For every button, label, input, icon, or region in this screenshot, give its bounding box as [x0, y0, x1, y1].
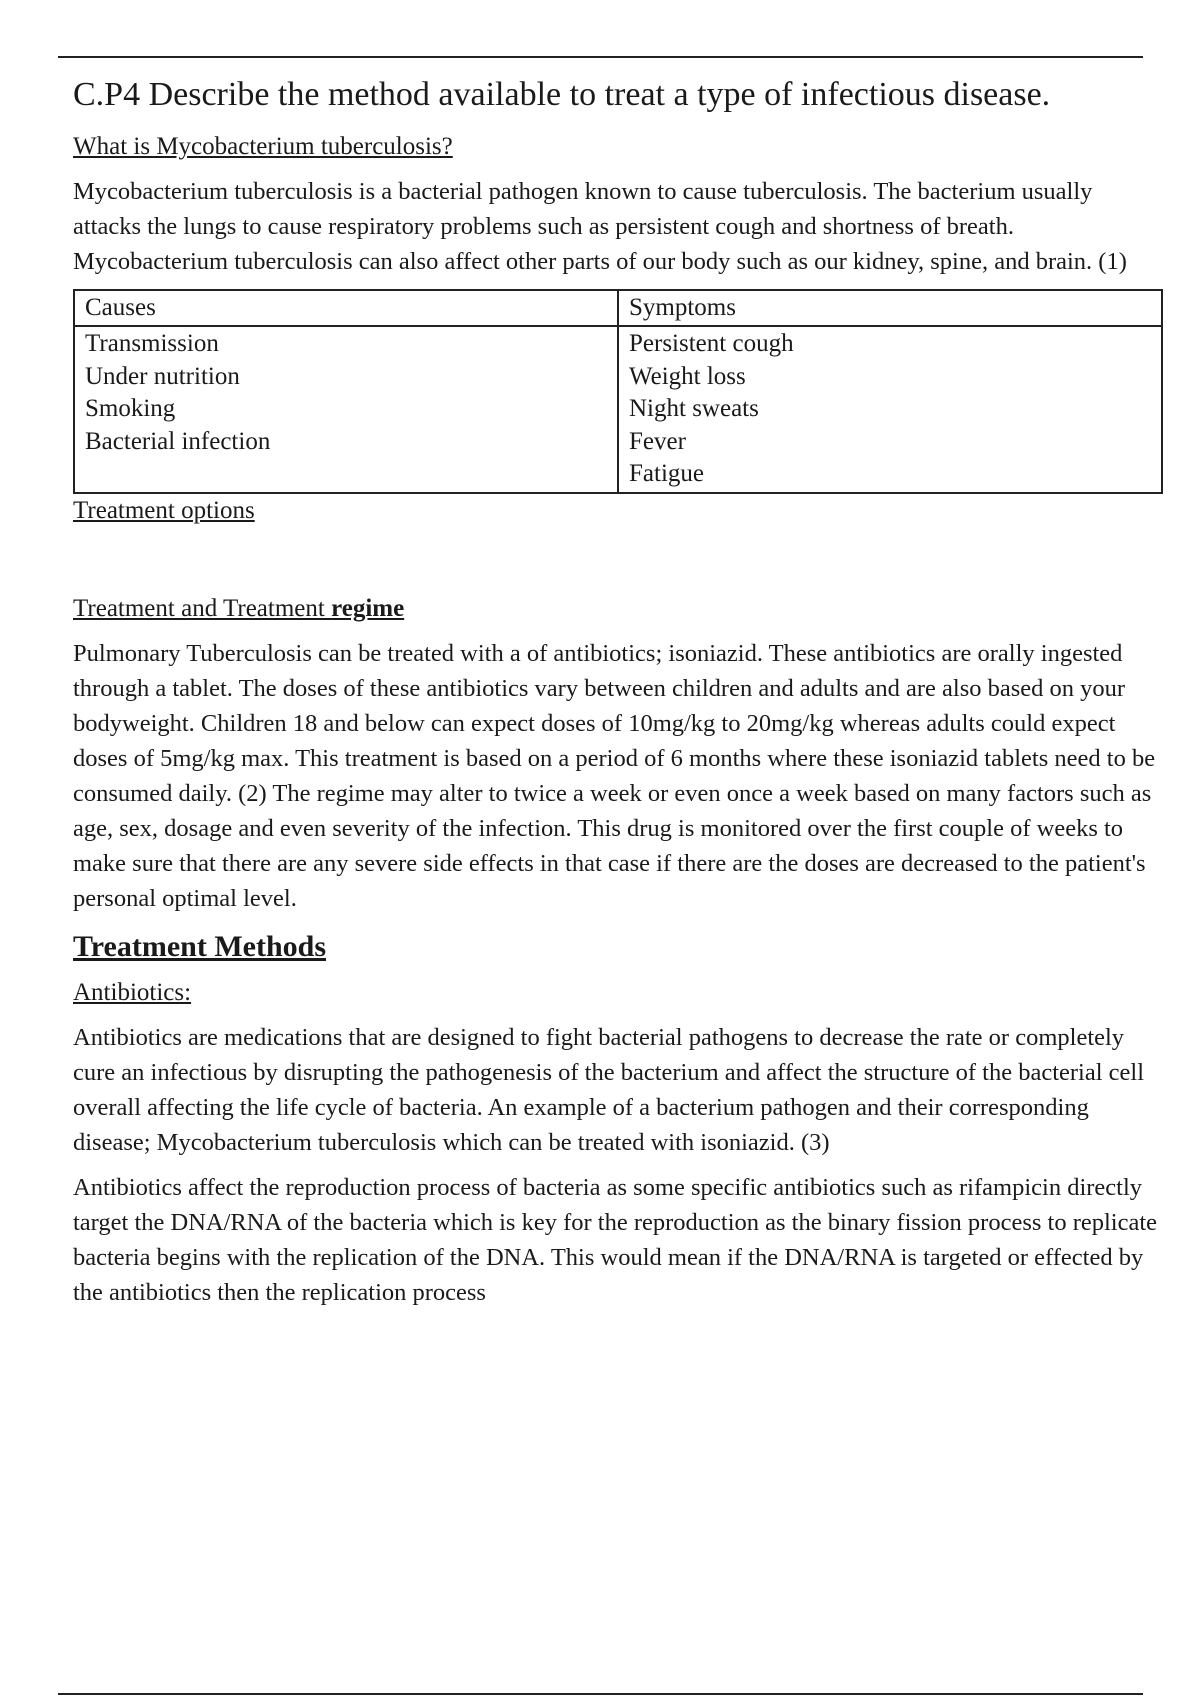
table-header-symptoms: Symptoms [618, 290, 1162, 326]
section-heading-mycobacterium: What is Mycobacterium tuberculosis? [73, 133, 453, 160]
top-rule [58, 56, 1143, 58]
bottom-rule [58, 1693, 1143, 1695]
causes-cell [74, 326, 618, 493]
symptom-item: Fever [629, 427, 686, 455]
table-header-row [74, 290, 1162, 326]
causes-symptoms-table [73, 289, 1163, 494]
paragraph-mycobacterium: Mycobacterium tuberculosis is a bacterial pathogen known to cause tuberculosis. The bacterium usually attacks the lungs to cause respiratory problems such as persistent cough and shortness of breath. Mycobacterium tuberculosis can also affect other parts of our body such as our kidney, spine, and brain. (1) [73, 178, 1127, 275]
paragraph-antibiotics-2: Antibiotics affect the reproduction process of bacteria as some specific antibiotics such as rifampicin directly target the DNA/RNA of the bacteria which is key for the reproduction as the binary fission process to replicate bacteria begins with the replication of the DNA. This would mean if the DNA/RNA is targeted or effected by the antibiotics then the replication process [73, 1173, 1158, 1306]
section-heading-treatment-regime [73, 592, 1163, 626]
cause-item: Transmission [85, 330, 219, 357]
cause-item: Smoking [85, 395, 176, 422]
symptom-item: Night sweats [629, 395, 759, 422]
document-body [73, 70, 1163, 1320]
heading-prefix: Treatment and Treatment [73, 594, 332, 622]
symptom-item: Persistent cough [629, 330, 794, 357]
heading-bold-word: regime [331, 594, 405, 622]
paragraph-antibiotics-1: Antibiotics are medications that are designed to fight bacterial pathogens to decrease the rate or completely cure an infectious by disrupting the pathogenesis of the bacterium and affect the structure of the bacterial cell overall affecting the life cycle of bacteria. An example of a bacterium pathogen and their corresponding disease; Mycobacterium tuberculosis which can be treated with isoniazid. (3) [73, 1023, 1145, 1156]
cause-item: Bacterial infection [85, 427, 271, 455]
subheading-antibiotics: Antibiotics: [73, 978, 192, 1006]
symptoms-cell [618, 326, 1162, 493]
page-title: C.P4 Describe the method available to treat a type of infectious disease. [73, 76, 1051, 113]
table-row [74, 326, 1162, 493]
treatment-options-label: Treatment options [73, 496, 255, 524]
table-header-causes: Causes [74, 290, 618, 326]
paragraph-treatment-regime: Pulmonary Tuberculosis can be treated with a of antibiotics; isoniazid. These antibiotics are orally ingested through a tablet. The doses of these antibiotics vary between children and adults and are also based on your bodyweight. Children 18 and below can expect doses of 10mg/kg to 20mg/kg whereas adults could expect doses of 5mg/kg max. This treatment is based on a period of 6 months where these isoniazid tablets need to be consumed daily. (2) The regime may alter to twice a week or even once a week based on many factors such as age, sex, dosage and even severity of the infection. This drug is monitored over the first couple of weeks to make sure that there are any severe side effects in that case if there are the doses are decreased to the patient's personal optimal level. [73, 639, 1156, 912]
symptom-item: Weight loss [629, 362, 746, 390]
symptom-item: Fatigue [629, 460, 704, 487]
cause-item: Under nutrition [85, 362, 240, 390]
section-heading-treatment-methods: Treatment Methods [73, 929, 327, 963]
